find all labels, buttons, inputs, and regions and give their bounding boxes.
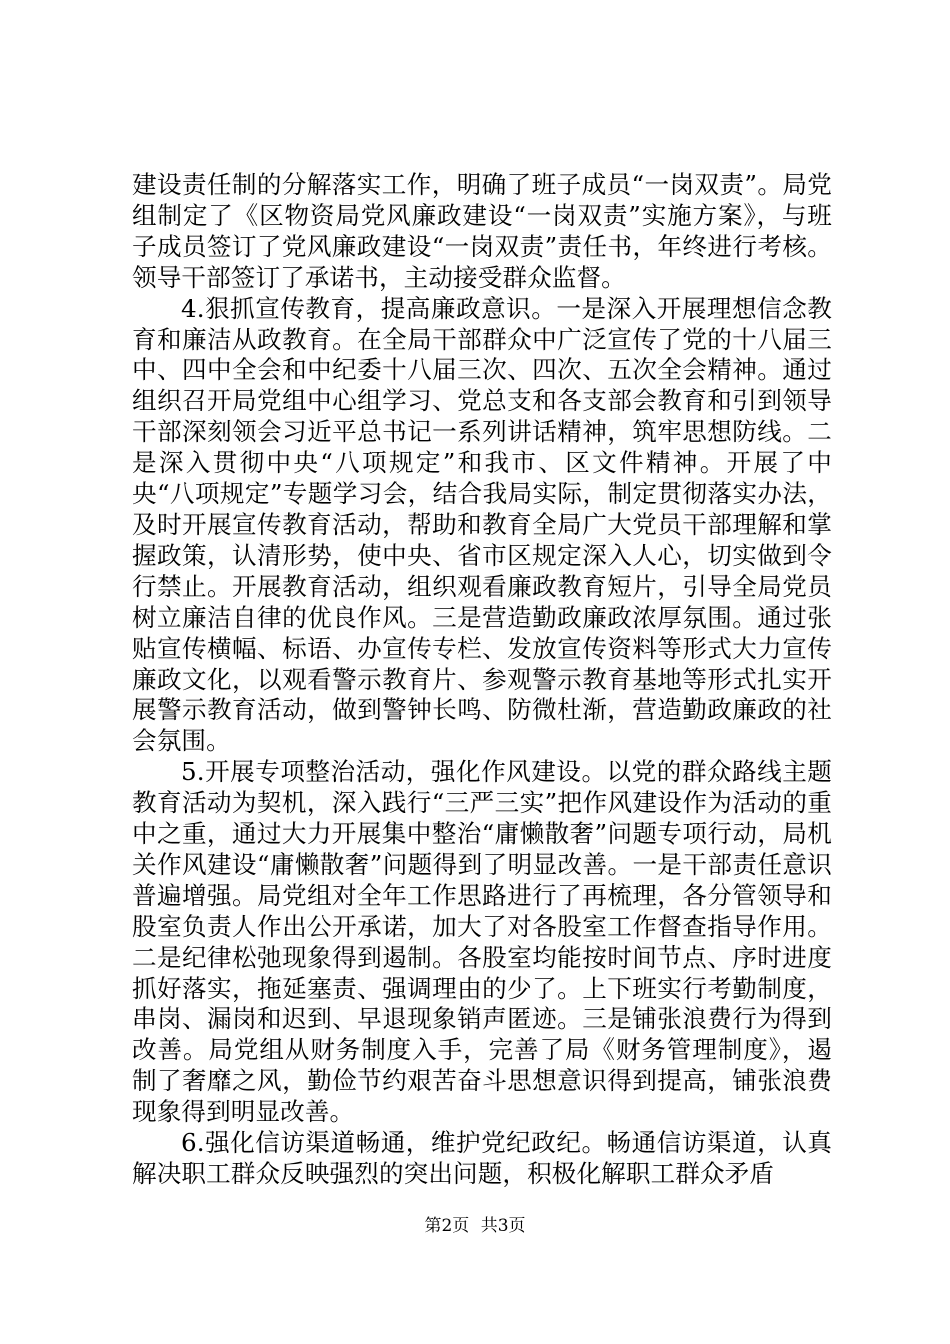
- page-total: 共3页: [480, 1216, 526, 1236]
- page-number: 第2页: [424, 1216, 470, 1236]
- paragraph-2: 4.狠抓宣传教育，提高廉政意识。一是深入开展理想信念教育和廉洁从政教育。在全局干部群众中广泛宣传了党的十八届三中、四中全会和中纪委十八届三次、四次、五次全会精神。通过组织召开局党组中心组学习、党总支和各支部会教育和引到领导干部深刻领会习近平总书记一系列讲话精神，筑牢思想防线。二是深入贯彻中央“八项规定”和我市、区文件精神。开展了中央“八项规定”专题学习会，结合我局实际，制定贯彻落实办法，及时开展宣传教育活动，帮助和教育全局广大党员干部理解和掌握政策，认清形势，使中央、省市区规定深入人心，切实做到令行禁止。开展教育活动，组织观看廉政教育短片，引导全局党员树立廉洁自律的优良作风。三是营造勤政廉政浓厚氛围。通过张贴宣传横幅、标语、办宣传专栏、发放宣传资料等形式大力宣传廉政文化，以观看警示教育片、参观警示教育基地等形式扎实开展警示教育活动，做到警钟长鸣、防微杜渐，营造勤政廉政的社会氛围。: [132, 293, 832, 756]
- paragraph-3: 5.开展专项整治活动，强化作风建设。以党的群众路线主题教育活动为契机，深入践行“三严三实”把作风建设作为活动的重中之重，通过大力开展集中整治“庸懒散奢”问题专项行动，局机关作风建设“庸懒散奢”问题得到了明显改善。一是干部责任意识普遍增强。局党组对全年工作思路进行了再梳理，各分管领导和股室负责人作出公开承诺，加大了对各股室工作督查指导作用。二是纪律松弛现象得到遏制。各股室均能按时间节点、序时进度抓好落实，拖延塞责、强调理由的少了。上下班实行考勤制度，串岗、漏岗和迟到、早退现象销声匿迹。三是铺张浪费行为得到改善。局党组从财务制度入手，完善了局《财务管理制度》，遏制了奢靡之风，勤俭节约艰苦奋斗思想意识得到提高，铺张浪费现象得到明显改善。: [132, 757, 832, 1127]
- paragraph-4: 6.强化信访渠道畅通，维护党纪政纪。畅通信访渠道，认真解决职工群众反映强烈的突出问题，积极化解职工群众矛盾: [132, 1128, 832, 1188]
- paragraph-1: 建设责任制的分解落实工作，明确了班子成员“一岗双责”。局党组制定了《区物资局党风廉政建设“一岗双责”实施方案》，与班子成员签订了党风廉政建设“一岗双责”责任书，年终进行考核。领导干部签订了承诺书，主动接受群众监督。: [132, 170, 832, 292]
- document-body: [132, 170, 832, 1190]
- page-footer: [0, 1216, 950, 1236]
